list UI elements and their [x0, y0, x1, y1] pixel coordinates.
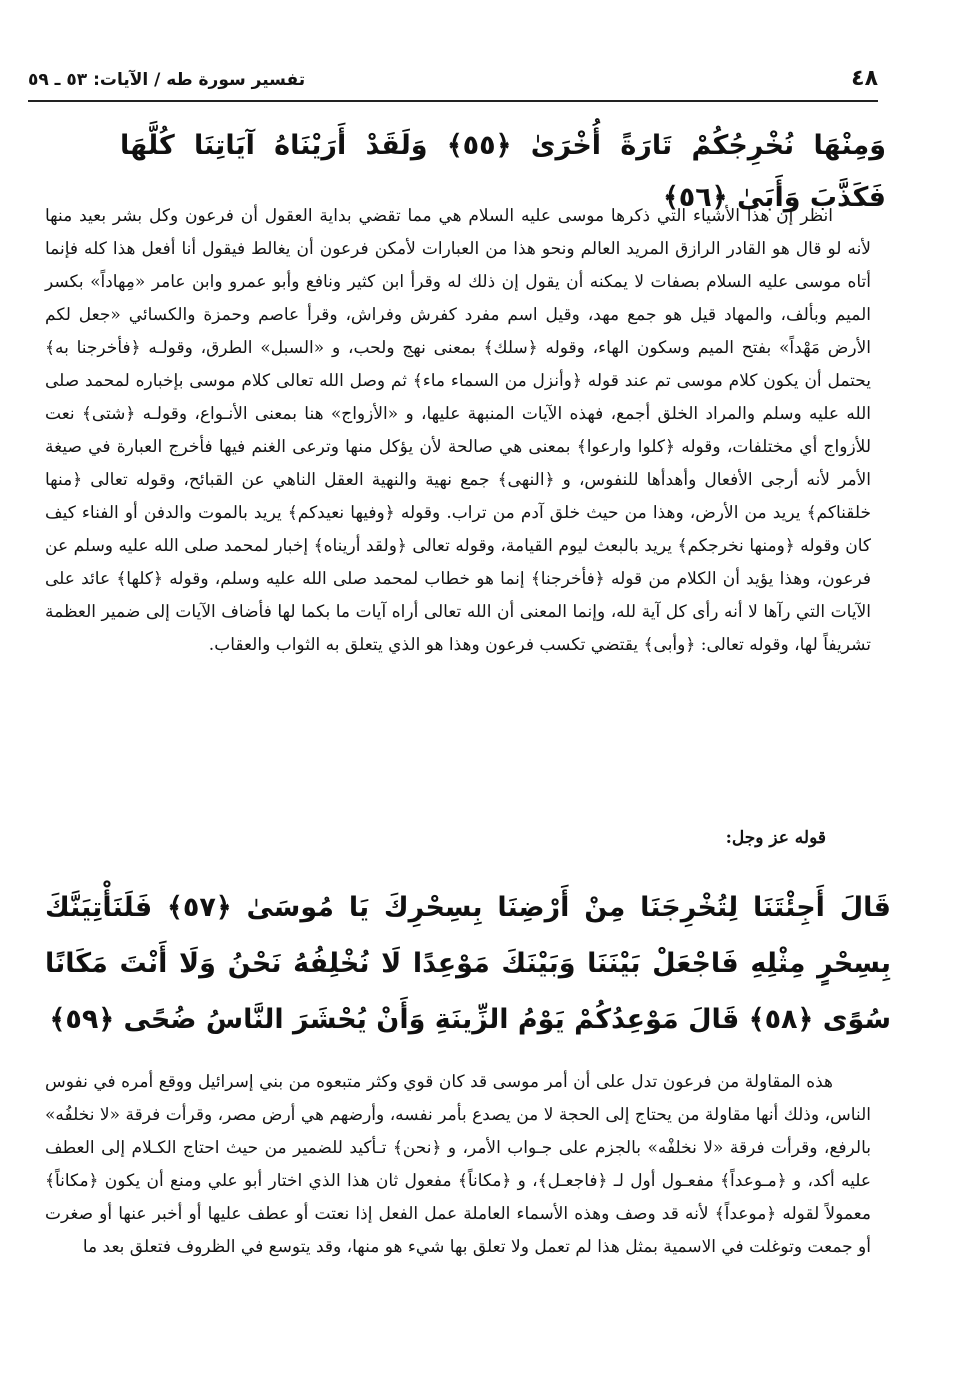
commentary-paragraph: هذه المقاولة من فرعون تدل على أن أمر موسى قد كان قوي وكثر متبعوه من بني إسرائيل ووقع أمره في نفوس الناس، وذلك أنها مقاولة من يحتاج إلى الحجة لا من يصدع بأمر نفسه، وأرضهم هي أرض مصر، وقرأت فرقة «لا نخلفُه» بالرفع، وقرأت فرقة «لا نخلفْه» بالجزم على جـواب الأمر، و ﴿نحن﴾ تـأكيد للضمير من حيث احتاج الكـلام إلى العطف عليه أكد، و ﴿مـوعداً﴾ مفعـول أول لـ ﴿فاجعـل﴾، و ﴿مكاناً﴾ مفعول ثان هذا الذي اختار أبو علي ومنع أن يكون ﴿مكاناً﴾ معمولاً لقوله ﴿موعداً﴾ لأنه قد وصف وهذه الأسماء العاملة عمل الفعل إذا نعتت أو عطف عليها أو أخبر عنها أو صغرت أو جمعت وتوغلت في الاسمية بمثل هذا لم تعمل ولا تعلق بها شيء هو منها، وقد يتوسع في الظروف فتعلق بعد ما — [45, 1072, 871, 1257]
commentary-block-1 — [45, 200, 871, 662]
commentary-paragraph: انظر إن هذا الأشياء التي ذكرها موسى عليه السلام هي مما تقضي بداية العقول أن فرعون وكل بشر بعيد منها لأنه لو قال هو القادر الرازق المريد العالم ونحو هذا من العبارات لأمكن فرعون أن يغالط فيقول أنا أفعل هذا كله فإنما أتاه موسى عليه السلام بصفات لا يمكنه أن يقول إن ذلك له وقرأ ابن كثير ونافع وأبو عمرو وابن عامر «مِهاداً» بكسر الميم وبألف، والمهاد قيل هو جمع مهد، وقيل اسم مفرد كفرش وفراش، وقرأ عاصم وحمزة والكسائي «جعل لكم الأرض مَهْداً» بفتح الميم وسكون الهاء، وقوله ﴿سلك﴾ بمعنى نهج ولحب، و «السبل» الطرق، وقولـه ﴿فأخرجنا به﴾ يحتمل أن يكون كلام موسى تم عند قوله ﴿وأنزل من السماء ماء﴾ ثم وصل الله تعالى كلام موسى بإخباره لمحمد صلى الله عليه وسلم والمراد الخلق أجمع، فهذه الآيات المنبهة عليها، و «الأزواج» هنا بمعنى الأنـواع، وقولـه ﴿شتى﴾ نعت للأزواج أي مختلفات، وقوله ﴿كلوا وارعوا﴾ بمعنى هي صالحة لأن يؤكل منها وترعى الغنم فيها فأخرج العبارة في صيغة الأمر لأنه أرجى الأفعال وأهدأها للنفوس، و ﴿النهى﴾ جمع نهية والنهية العقل الناهي عن القبائح، وقوله تعالى ﴿منها خلقناكم﴾ يريد من الأرض، وهذا من حيث خلق آدم من تراب. وقوله ﴿وفيها نعيدكم﴾ يريد بالموت والدفن أو الفناء كيف كان وقوله ﴿ومنها نخرجكم﴾ يريد بالبعث ليوم القيامة، وقوله تعالى ﴿ولقد أريناه﴾ إخبار لمحمد صلى الله عليه وسلم عن فرعون، وهذا يؤيد أن الكلام من قوله ﴿فأخرجنا﴾ إنما هو خطاب لمحمد صلى الله عليه وسلم، وقوله ﴿كلها﴾ عائد على الآيات التي رآها لا أنه رأى كل آية لله، وإنما المعنى أن الله تعالى أراه آيات ما بكما لها فأضاف الآيات إلى ضمير العظمة تشريفاً لها، وقوله تعالى: ﴿وأبى﴾ يقتضي تكسب فرعون وهذا هو الذي يتعلق به الثواب والعقاب. — [45, 206, 871, 655]
commentary-block-2 — [45, 1066, 871, 1264]
section-label: قوله عز وجل: — [725, 828, 826, 848]
quran-verse-57-59: قَالَ أَجِئْتَنَا لِتُخْرِجَنَا مِنْ أَرْضِنَا بِسِحْرِكَ يَا مُوسَىٰ ﴿٥٧﴾ فَلَنَأْتِيَنَّكَ بِسِحْرٍ مِثْلِهِ فَاجْعَلْ بَيْنَنَا وَبَيْنَكَ مَوْعِدًا لَا نُخْلِفُهُ نَحْنُ وَلَا أَنْتَ مَكَانًا سُوًى ﴿٥٨﴾ قَالَ مَوْعِدُكُمْ يَوْمُ الزِّينَةِ وَأَنْ يُحْشَرَ النَّاسُ ضُحًى ﴿٥٩﴾ — [45, 892, 891, 1035]
page-number: ٤٨ — [851, 66, 878, 91]
quran-verse-55-56: وَمِنْهَا نُخْرِجُكُمْ تَارَةً أُخْرَىٰ ﴿٥٥﴾ وَلَقَدْ أَرَيْنَاهُ آيَاتِنَا كُلَّهَا فَكَذَّبَ وَأَبَىٰ ﴿٥٦﴾ — [120, 130, 886, 213]
running-title: تفسير سورة طه / الآيات: ٥٣ ـ ٥٩ — [28, 70, 306, 90]
page-header — [28, 66, 878, 102]
